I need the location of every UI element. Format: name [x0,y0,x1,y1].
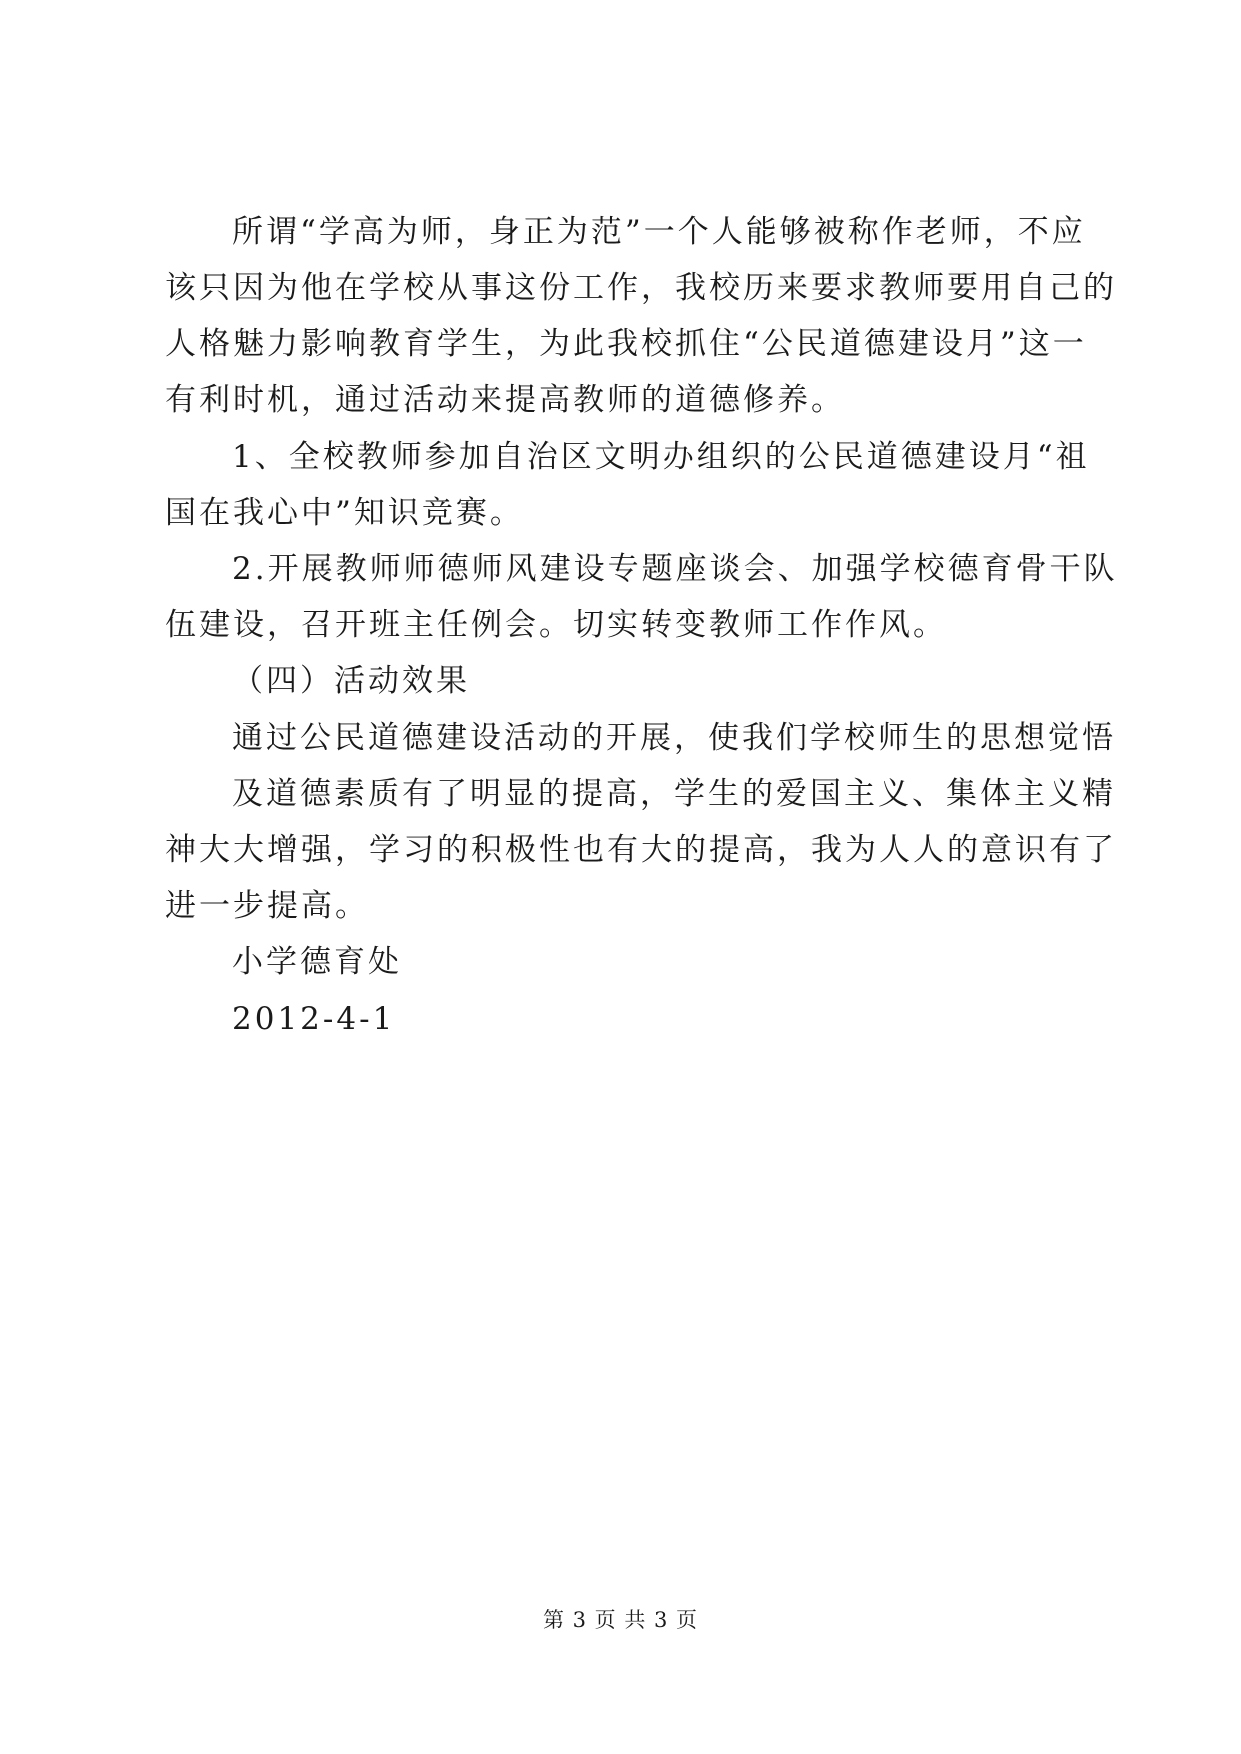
paragraph-intro-line-4: 有利时机，通过活动来提高教师的道德修养。 [165,382,845,418]
section-heading-activity-results: （四）活动效果 [232,663,470,699]
item-2-line-2: 伍建设，召开班主任例会。切实转变教师工作作风。 [165,607,947,643]
signature-date: 2012-4-1 [232,1001,396,1037]
results-line-2: 及道德素质有了明显的提高，学生的爱国主义、集体主义精 [232,776,1116,812]
item-1-line-1: 1、全校教师参加自治区文明办组织的公民道德建设月“祖 [232,439,1090,475]
page-number-footer: 第 3 页 共 3 页 [542,1608,699,1632]
signature-department: 小学德育处 [232,944,402,980]
paragraph-intro-line-1: 所谓“学高为师，身正为范”一个人能够被称作老师，不应 [232,214,1086,250]
results-line-1: 通过公民道德建设活动的开展，使我们学校师生的思想觉悟 [232,720,1116,756]
paragraph-intro-line-2: 该只因为他在学校从事这份工作，我校历来要求教师要用自己的 [165,270,1117,306]
paragraph-intro-line-3: 人格魅力影响教育学生，为此我校抓住“公民道德建设月”这一 [165,326,1087,362]
results-line-4: 进一步提高。 [165,888,369,924]
item-2-line-1: 2.开展教师师德师风建设专题座谈会、加强学校德育骨干队 [232,551,1118,587]
results-line-3: 神大大增强，学习的积极性也有大的提高，我为人人的意识有了 [165,832,1117,868]
item-1-line-2: 国在我心中”知识竞赛。 [165,495,524,531]
